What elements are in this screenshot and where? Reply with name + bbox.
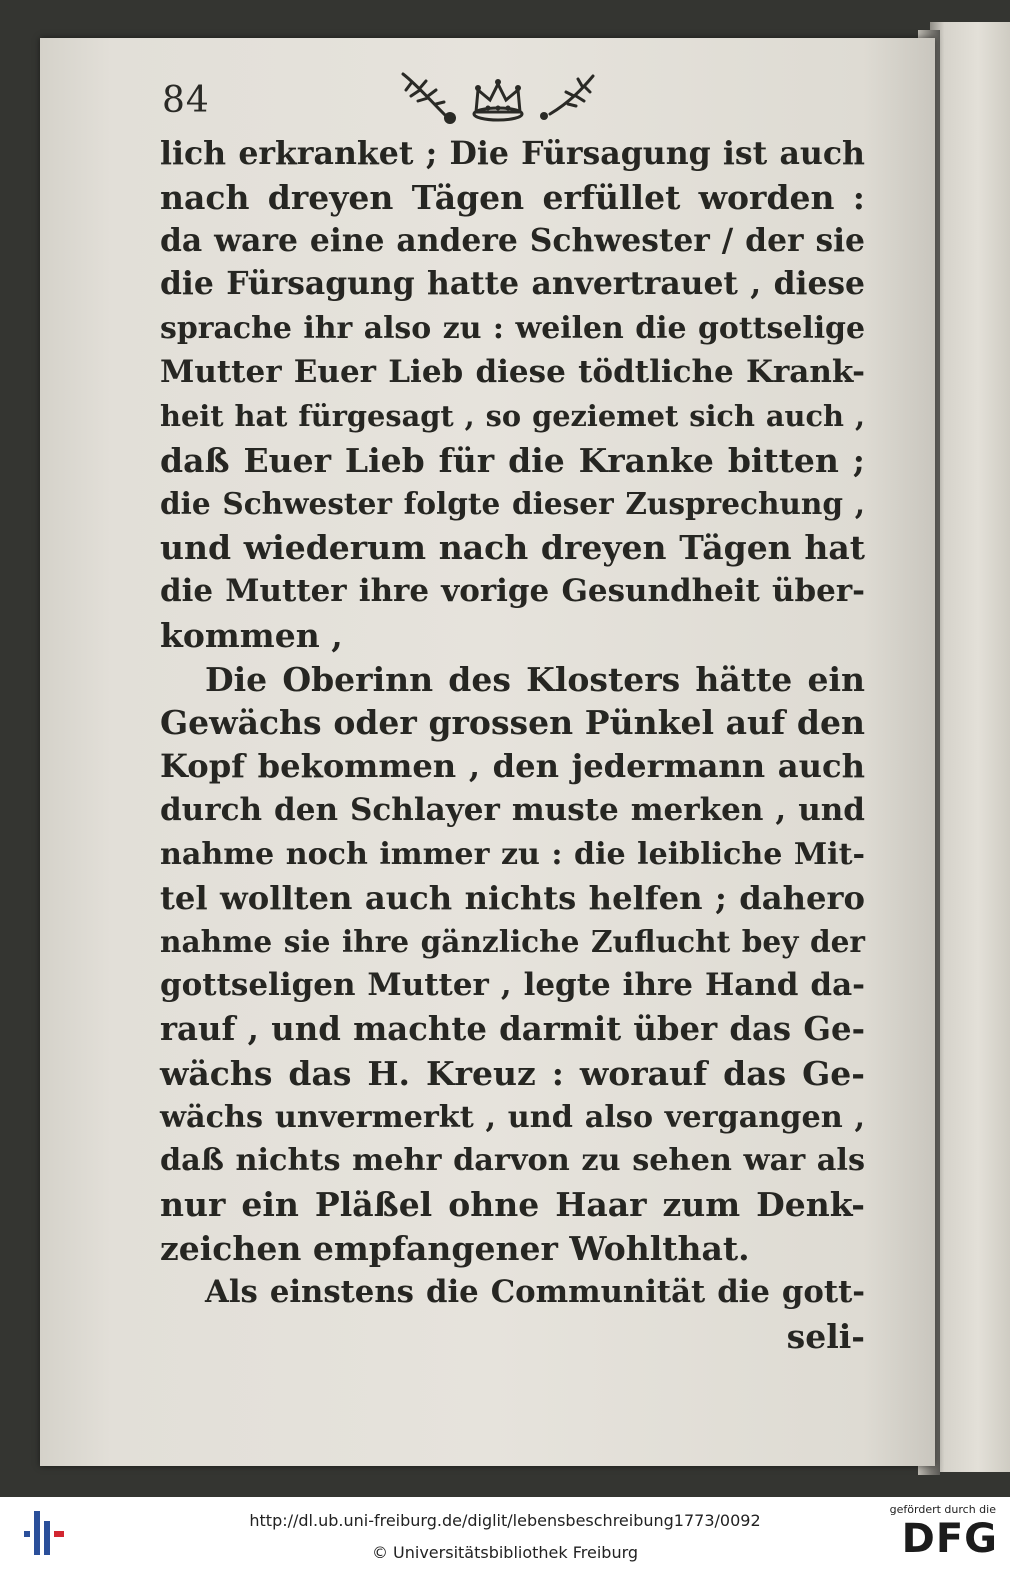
text-line: die Schwester folgte dieser Zusprechung , bbox=[160, 486, 865, 522]
text-line: Kopf bekommen , den jedermann auch bbox=[160, 747, 865, 786]
text-line: zeichen empfangener Wohlthat. bbox=[160, 1228, 750, 1268]
text-line: Als einstens die Communität die gott- bbox=[205, 1273, 865, 1310]
text-line: nahme sie ihre gänzliche Zuflucht bey der bbox=[160, 924, 865, 960]
text-line: nach dreyen Tägen erfüllet worden : bbox=[160, 177, 865, 217]
citation-url[interactable]: http://dl.ub.uni-freiburg.de/diglit/lebensbeschreibung1773/0092 bbox=[249, 1511, 761, 1530]
text-line: die Fürsagung hatte anvertrauet , diese bbox=[160, 266, 865, 303]
text-line: gottseligen Mutter , legte ihre Hand da- bbox=[160, 967, 865, 1004]
text-line: lich erkranket ; Die Fürsagung ist auch bbox=[160, 135, 865, 172]
text-line: Die Oberinn des Klosters hätte ein bbox=[205, 659, 865, 699]
footer-bar bbox=[0, 1497, 1010, 1570]
text-line: wächs unvermerkt , und also vergangen , bbox=[160, 1099, 865, 1135]
text-line: daß Euer Lieb für die Kranke bitten ; bbox=[160, 440, 865, 480]
dfg-logo[interactable]: DFG bbox=[901, 1516, 998, 1562]
text-line: rauf , und machte darmit über das Ge- bbox=[160, 1009, 865, 1048]
text-line: tel wollten auch nichts helfen ; dahero bbox=[160, 878, 865, 917]
text-line: Mutter Euer Lieb diese tödtliche Krank- bbox=[160, 353, 865, 390]
text-line: kommen , bbox=[160, 615, 343, 655]
text-line: und wiederum nach dreyen Tägen hat bbox=[160, 528, 865, 568]
text-line: nur ein Pläßel ohne Haar zum Denk- bbox=[160, 1185, 865, 1225]
text-line: die Mutter ihre vorige Gesundheit über- bbox=[160, 572, 865, 609]
vignette-crown-icon bbox=[398, 68, 608, 128]
facing-page-edge bbox=[930, 22, 1010, 1472]
book-text bbox=[160, 132, 865, 1358]
text-line: nahme noch immer zu : die leibliche Mit- bbox=[160, 836, 865, 872]
text-line: Gewächs oder grossen Pünkel auf den bbox=[160, 703, 865, 743]
text-line: durch den Schlayer muste merken , und bbox=[160, 791, 865, 828]
text-line: seli- bbox=[786, 1316, 865, 1356]
text-line: da ware eine andere Schwester / der sie bbox=[160, 222, 865, 259]
funding-label: gefördert durch die bbox=[889, 1503, 996, 1516]
text-line: daß nichts mehr darvon zu sehen war als bbox=[160, 1143, 865, 1179]
text-line: wächs das H. Kreuz : worauf das Ge- bbox=[160, 1053, 865, 1093]
text-line: heit hat fürgesagt , so geziemet sich auch , bbox=[160, 398, 865, 433]
copyright-notice: © Universitätsbibliothek Freiburg bbox=[371, 1543, 639, 1562]
page-number: 84 bbox=[162, 80, 210, 121]
text-line: sprache ihr also zu : weilen die gottselige bbox=[160, 311, 865, 347]
